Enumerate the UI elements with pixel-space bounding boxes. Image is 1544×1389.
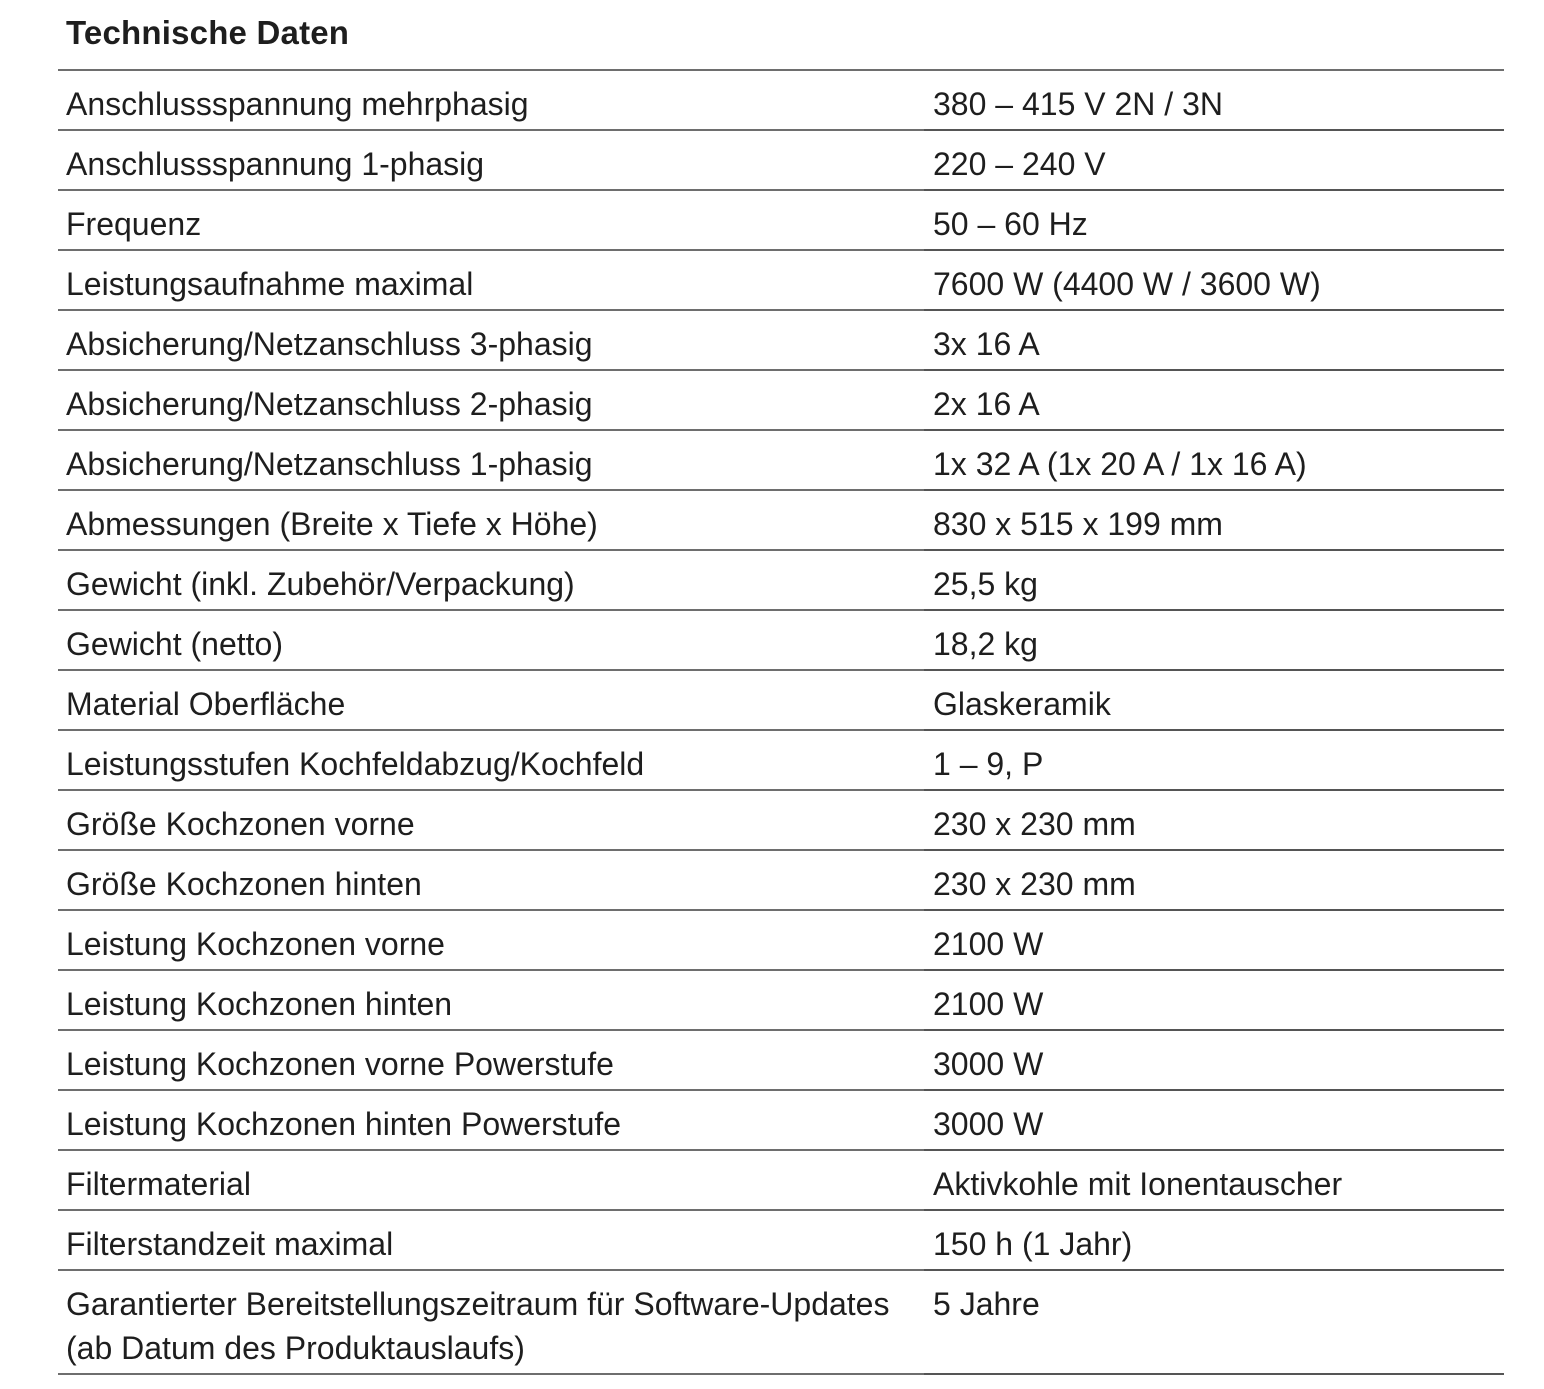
spec-value: 1 – 9, P	[933, 746, 1044, 782]
spec-label: Anschlussspannung 1-phasig	[66, 146, 485, 182]
table-row	[58, 1271, 1504, 1375]
spec-value: 3000 W	[933, 1046, 1044, 1082]
spec-value: 2x 16 A	[933, 386, 1040, 422]
spec-label: Leistungsstufen Kochfeldabzug/Kochfeld	[66, 746, 645, 782]
table-row	[58, 731, 1504, 791]
table-row	[58, 551, 1504, 611]
table-row	[58, 911, 1504, 971]
table-row	[58, 1211, 1504, 1271]
table-row	[58, 431, 1504, 491]
spec-label: Leistung Kochzonen hinten Powerstufe	[66, 1106, 622, 1142]
table-row	[58, 1091, 1504, 1151]
spec-value: 2100 W	[933, 926, 1044, 962]
table-row	[58, 311, 1504, 371]
spec-label: Leistungsaufnahme maximal	[66, 266, 474, 302]
spec-label: Abmessungen (Breite x Tiefe x Höhe)	[66, 506, 598, 542]
spec-label: Frequenz	[66, 206, 202, 242]
spec-value: 3x 16 A	[933, 326, 1040, 362]
spec-label: Leistung Kochzonen vorne	[66, 926, 445, 962]
spec-value: 220 – 240 V	[933, 146, 1106, 182]
spec-value: 1x 32 A (1x 20 A / 1x 16 A)	[933, 446, 1307, 482]
spec-label: Anschlussspannung mehrphasig	[66, 86, 529, 122]
spec-value: 2100 W	[933, 986, 1044, 1022]
table-row	[58, 1031, 1504, 1091]
spec-label: Gewicht (netto)	[66, 626, 283, 662]
spec-label-line-2: (ab Datum des Produktauslaufs)	[66, 1330, 525, 1366]
spec-value: 18,2 kg	[933, 626, 1038, 662]
table-row	[58, 371, 1504, 431]
table-row	[58, 491, 1504, 551]
spec-value: Aktivkohle mit Ionentauscher	[933, 1166, 1343, 1202]
spec-label-line-1: Garantierter Bereitstellungszeitraum für Software-Updates	[66, 1286, 890, 1322]
spec-label	[66, 1282, 896, 1370]
spec-label: Filtermaterial	[66, 1166, 251, 1202]
spec-label: Leistung Kochzonen hinten	[66, 986, 453, 1022]
table-row	[58, 251, 1504, 311]
table-row	[58, 611, 1504, 671]
spec-value: 830 x 515 x 199 mm	[933, 506, 1223, 542]
table-row	[58, 791, 1504, 851]
spec-label: Filterstandzeit maximal	[66, 1226, 394, 1262]
spec-value: 230 x 230 mm	[933, 806, 1136, 842]
spec-label: Größe Kochzonen vorne	[66, 806, 415, 842]
spec-label: Absicherung/Netzanschluss 3-phasig	[66, 326, 593, 362]
spec-label: Absicherung/Netzanschluss 1-phasig	[66, 446, 593, 482]
spec-value: 380 – 415 V 2N / 3N	[933, 86, 1223, 122]
spec-label: Absicherung/Netzanschluss 2-phasig	[66, 386, 593, 422]
spec-value: 7600 W (4400 W / 3600 W)	[933, 266, 1321, 302]
spec-label: Material Oberfläche	[66, 686, 346, 722]
spec-value: 50 – 60 Hz	[933, 206, 1088, 242]
table-row	[58, 1151, 1504, 1211]
table-row	[58, 131, 1504, 191]
table-row	[58, 71, 1504, 131]
page-title: Technische Daten	[66, 14, 350, 51]
spec-label: Leistung Kochzonen vorne Powerstufe	[66, 1046, 614, 1082]
spec-value: 5 Jahre	[933, 1286, 1040, 1322]
table-row	[58, 971, 1504, 1031]
spec-label: Größe Kochzonen hinten	[66, 866, 422, 902]
table-row	[58, 851, 1504, 911]
table-row	[58, 671, 1504, 731]
spec-value: 25,5 kg	[933, 566, 1038, 602]
spec-value: 230 x 230 mm	[933, 866, 1136, 902]
spec-value: 3000 W	[933, 1106, 1044, 1142]
spec-label: Gewicht (inkl. Zubehör/Verpackung)	[66, 566, 575, 602]
spec-table	[58, 69, 1504, 1375]
table-row	[58, 191, 1504, 251]
spec-value: 150 h (1 Jahr)	[933, 1226, 1133, 1262]
spec-value: Glaskeramik	[933, 686, 1111, 722]
